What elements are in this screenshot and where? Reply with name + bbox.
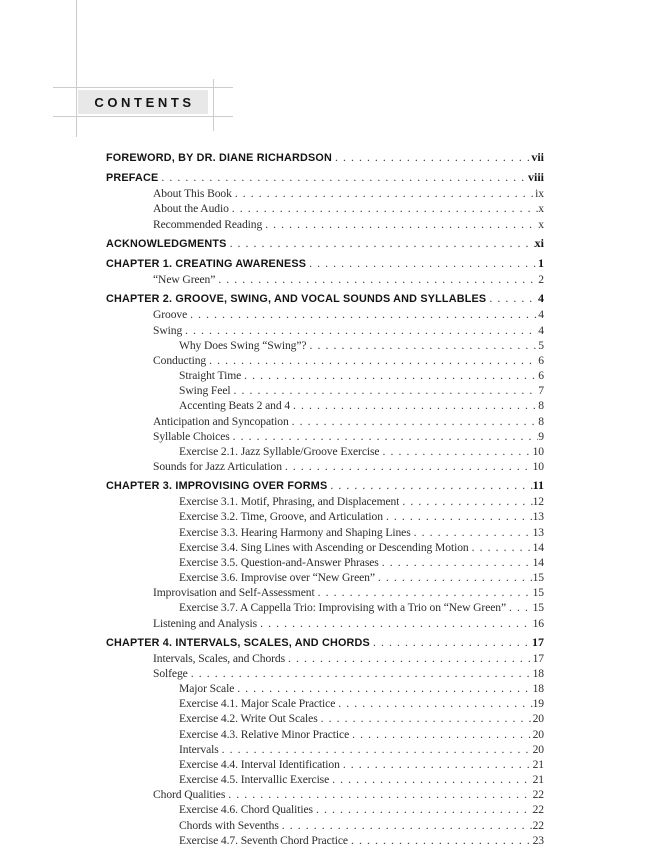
toc-entry-label: Exercise 4.3. Relative Minor Practice [179, 727, 350, 741]
toc-entry-label: Exercise 2.1. Jazz Syllable/Groove Exercise [179, 444, 380, 458]
toc-entry-label: Syllable Choices [153, 429, 230, 443]
toc-entry [106, 368, 544, 383]
toc-entry [106, 616, 544, 631]
toc-entry [106, 186, 544, 201]
horizontal-rule-top [53, 87, 233, 88]
toc-entry-label: About This Book [153, 187, 232, 201]
toc-entry-label: Chords with Sevenths [179, 818, 279, 832]
dot-leader [187, 307, 538, 322]
toc-entry [106, 570, 544, 585]
dot-leader [327, 478, 532, 493]
dot-leader [306, 256, 538, 271]
toc-entry [106, 742, 544, 757]
toc-entry-label: Exercise 4.2. Write Out Scales [179, 712, 318, 726]
toc-entry-label: Groove [153, 308, 188, 322]
toc-entry-page: 19 [532, 697, 544, 711]
toc-entry-label: CHAPTER 2. GROOVE, SWING, AND VOCAL SOUNDS AND SYLLABLES [106, 293, 487, 306]
toc-entry-page: 6 [538, 369, 544, 383]
toc-entry-page: 1 [538, 255, 544, 270]
toc-entry-page: 5 [538, 338, 544, 352]
dot-leader [219, 742, 533, 757]
toc-entry-label: Anticipation and Syncopation [153, 414, 289, 428]
dot-leader [348, 833, 533, 848]
dot-leader [340, 757, 533, 772]
toc-entry-page: 8 [538, 414, 544, 428]
toc-list [106, 146, 544, 848]
toc-entry [106, 398, 544, 413]
toc-entry-page: 22 [532, 788, 544, 802]
dot-leader [370, 635, 532, 650]
toc-entry [106, 272, 544, 287]
toc-entry [106, 256, 544, 272]
toc-entry-page: 13 [532, 510, 544, 524]
toc-entry [106, 635, 544, 651]
dot-leader [230, 429, 539, 444]
toc-entry [106, 323, 544, 338]
toc-entry [106, 429, 544, 444]
toc-entry-page: 12 [532, 495, 544, 509]
toc-entry-page: 11 [532, 478, 544, 493]
toc-entry-page: 16 [532, 616, 544, 630]
toc-entry-label: Exercise 3.6. Improvise over “New Green” [179, 571, 375, 585]
toc-entry [106, 338, 544, 353]
dot-leader [329, 772, 532, 787]
toc-entry [106, 772, 544, 787]
dot-leader [158, 170, 528, 185]
toc-entry-page: 6 [538, 353, 544, 367]
page-title: CONTENTS [94, 94, 195, 110]
toc-entry-page: 9 [538, 429, 544, 443]
toc-entry [106, 651, 544, 666]
toc-entry-page: 10 [532, 459, 544, 473]
dot-leader [375, 570, 533, 585]
toc-entry-label: Exercise 3.2. Time, Groove, and Articulation [179, 510, 383, 524]
toc-entry-page: 7 [538, 384, 544, 398]
toc-entry [106, 727, 544, 742]
toc-entry [106, 201, 544, 216]
dot-leader [229, 201, 539, 216]
dot-leader [232, 186, 535, 201]
toc-entry [106, 217, 544, 232]
toc-entry [106, 459, 544, 474]
toc-entry-page: vii [531, 150, 544, 164]
toc-entry-page: 22 [532, 818, 544, 832]
toc-entry-page: 14 [532, 555, 544, 569]
toc-entry [106, 170, 544, 186]
toc-entry-label: Exercise 3.7. A Cappella Trio: Improvising with a Trio on “New Green” [179, 601, 507, 615]
toc-entry-label: Why Does Swing “Swing”? [179, 338, 307, 352]
dot-leader [399, 494, 532, 509]
toc-entry-label: Swing [153, 323, 183, 337]
toc-entry-label: Exercise 4.7. Seventh Chord Practice [179, 833, 348, 847]
toc-entry-page: 13 [532, 525, 544, 539]
toc-entry-page: 8 [538, 399, 544, 413]
toc-entry [106, 818, 544, 833]
dot-leader [227, 236, 535, 251]
dot-leader [231, 383, 539, 398]
toc-entry-label: CHAPTER 1. CREATING AWARENESS [106, 257, 307, 270]
toc-entry-label: Straight Time [179, 369, 242, 383]
dot-leader [379, 444, 532, 459]
toc-entry-label: Recommended Reading [153, 217, 263, 231]
toc-entry-label: Major Scale [179, 682, 235, 696]
dot-leader [486, 291, 538, 306]
toc-entry-page: 21 [532, 773, 544, 787]
toc-entry-page: 17 [532, 651, 544, 665]
toc-entry-page: 18 [532, 667, 544, 680]
toc-entry-label: Sounds for Jazz Articulation [153, 459, 282, 473]
toc-entry [106, 291, 544, 307]
toc-entry-label: Improvisation and Self-Assessment [153, 586, 315, 600]
toc-entry [106, 540, 544, 555]
toc-entry [106, 787, 544, 802]
toc-entry [106, 555, 544, 570]
toc-entry-label: Solfege [153, 667, 188, 680]
toc-entry-label: Chord Qualities [153, 788, 226, 802]
toc-entry-page: x [538, 202, 544, 216]
toc-entry-page: 22 [532, 803, 544, 817]
toc-entry [106, 681, 544, 696]
toc-entry [106, 525, 544, 540]
toc-entry-label: About the Audio [153, 202, 229, 216]
dot-leader [182, 323, 538, 338]
toc-entry-label: Exercise 4.6. Chord Qualities [179, 803, 313, 817]
dot-leader [241, 368, 538, 383]
dot-leader [349, 727, 532, 742]
toc-entry [106, 833, 544, 848]
toc-entry [106, 478, 544, 494]
dot-leader [335, 696, 532, 711]
toc-entry-label: ACKNOWLEDGMENTS [106, 237, 227, 250]
toc-entry-label: Exercise 4.1. Major Scale Practice [179, 697, 336, 711]
toc-entry-page: 14 [532, 540, 544, 554]
dot-leader [289, 414, 539, 429]
toc-entry-label: CHAPTER 4. INTERVALS, SCALES, AND CHORDS [106, 636, 370, 649]
dot-leader [206, 353, 538, 368]
toc-entry-label: Exercise 3.3. Hearing Harmony and Shaping Lines [179, 525, 411, 539]
toc-entry-label: Exercise 4.5. Intervallic Exercise [179, 773, 330, 787]
toc-entry [106, 444, 544, 459]
dot-leader [290, 398, 538, 413]
dot-leader [215, 272, 538, 287]
toc-entry-label: Conducting [153, 353, 207, 367]
toc-entry-label: CHAPTER 3. IMPROVISING OVER FORMS [106, 480, 328, 493]
dot-leader [332, 150, 531, 165]
toc-entry [106, 494, 544, 509]
toc-entry-page: 2 [538, 273, 544, 287]
toc-entry-page: 20 [532, 712, 544, 726]
toc-entry-page: 20 [532, 727, 544, 741]
toc-entry [106, 802, 544, 817]
toc-entry [106, 757, 544, 772]
toc-entry-page: 20 [532, 742, 544, 756]
toc-entry [106, 585, 544, 600]
toc-entry-page: 4 [538, 323, 544, 337]
contents-header [78, 90, 208, 114]
toc-entry-label: Swing Feel [179, 384, 231, 398]
toc-entry [106, 696, 544, 711]
toc-entry-page: 4 [538, 291, 544, 306]
dot-leader [379, 555, 533, 570]
toc-entry [106, 353, 544, 368]
toc-entry-label: FOREWORD, BY DR. DIANE RICHARDSON [106, 152, 332, 164]
toc-entry-label: Intervals, Scales, and Chords [153, 651, 286, 665]
toc-entry-page: 21 [532, 757, 544, 771]
dot-leader [188, 666, 533, 681]
horizontal-rule-bottom [53, 116, 233, 117]
toc-entry-page: 10 [532, 444, 544, 458]
dot-leader [234, 681, 532, 696]
dot-leader [411, 525, 533, 540]
dot-leader [285, 651, 533, 666]
dot-leader [469, 540, 533, 555]
dot-leader [306, 338, 538, 353]
dot-leader [506, 600, 533, 615]
toc-entry [106, 666, 544, 681]
dot-leader [318, 711, 533, 726]
dot-leader [225, 787, 532, 802]
dot-leader [257, 616, 533, 631]
toc-entry-label: Exercise 4.4. Interval Identification [179, 757, 340, 771]
toc-entry-page: 17 [532, 634, 544, 649]
toc-entry-label: Exercise 3.5. Question-and-Answer Phrases [179, 555, 379, 569]
toc-entry-page: 15 [532, 571, 544, 585]
dot-leader [315, 585, 533, 600]
toc-entry-label: Intervals [179, 742, 219, 756]
toc-entry-label: Accenting Beats 2 and 4 [179, 399, 291, 413]
toc-entry-page: 18 [532, 682, 544, 696]
toc-entry-label: Listening and Analysis [153, 616, 258, 630]
toc-entry-page: ix [535, 187, 544, 201]
dot-leader [313, 802, 533, 817]
toc-entry-page: 15 [532, 586, 544, 600]
dot-leader [282, 459, 533, 474]
toc-entry-label: “New Green” [153, 273, 216, 287]
toc-entry-page: xi [534, 235, 544, 250]
toc-entry [106, 414, 544, 429]
toc-entry-page: 15 [532, 601, 544, 615]
toc-entry-page: 23 [532, 833, 544, 847]
toc-entry [106, 236, 544, 252]
toc-entry-page: x [538, 217, 544, 231]
toc-entry-label: Exercise 3.4. Sing Lines with Ascending or Descending Motion [179, 540, 469, 554]
toc-entry-page: 4 [538, 308, 544, 322]
toc-entry-label: PREFACE [106, 172, 159, 185]
dot-leader [383, 509, 533, 524]
toc-entry [106, 150, 544, 166]
dot-leader [262, 217, 538, 232]
toc-entry [106, 509, 544, 524]
toc-entry [106, 711, 544, 726]
dot-leader [279, 818, 533, 833]
toc-entry-label: Exercise 3.1. Motif, Phrasing, and Displacement [179, 495, 400, 509]
toc-entry [106, 600, 544, 615]
toc-entry [106, 383, 544, 398]
toc-entry [106, 307, 544, 322]
toc-entry-page: viii [527, 170, 544, 185]
